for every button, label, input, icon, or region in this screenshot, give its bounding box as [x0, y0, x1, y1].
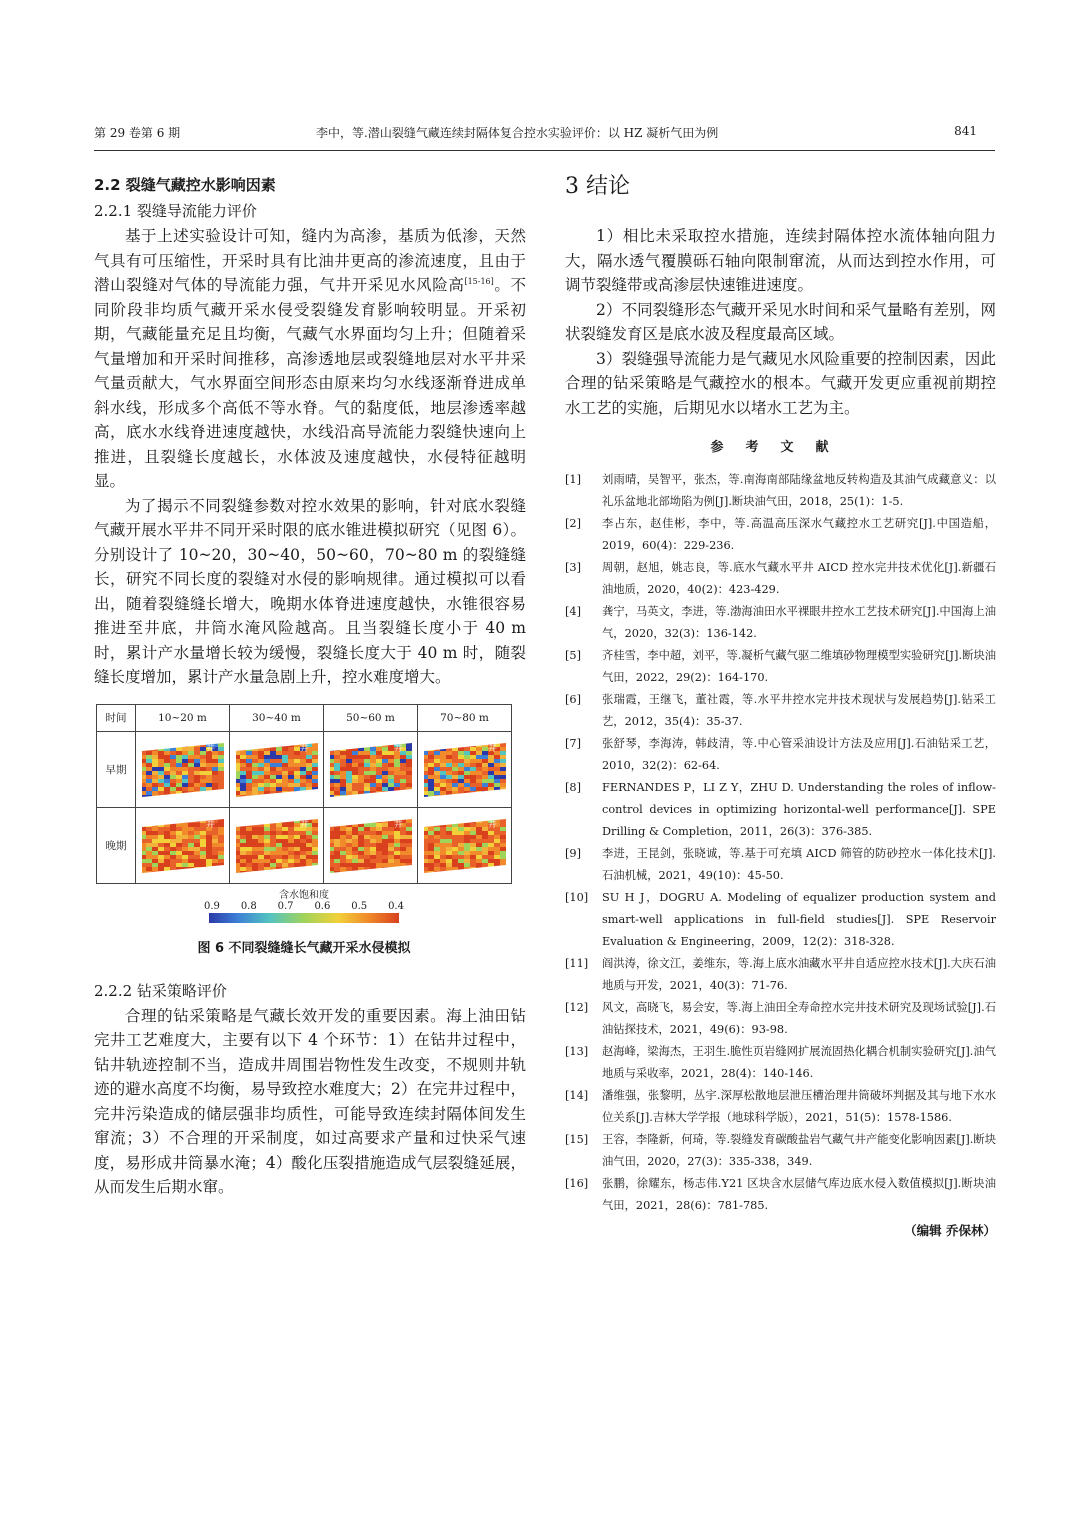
well-label: 井: [299, 744, 309, 754]
column-label: 10~20 m: [136, 704, 230, 731]
colorbar-tick: 0.6: [314, 900, 331, 912]
row-label: 晚期: [97, 807, 136, 883]
paragraph-3: 合理的钻采策略是气藏长效开发的重要因素。海上油田钻完井工艺难度大，主要有以下 4 个环节：1）在钻井过程中，钻井轨迹控制不当，造成井周围岩物性发生改变，不规则井轨迹的避水高度不均衡，易导致控水难度大；2）在完井过程中，完井污染造成的储层强非均质性，可能导致连续封隔体间发生窜流；3）不合理的开采制度，如过高要求产量和过快采气速度，易形成井筒暴水淹；4）酸化压裂措施造成气层裂缝延展，从而发生后期水窜。: [94, 1006, 526, 1196]
sim-cell: [136, 807, 230, 883]
sim-cell: [418, 731, 512, 807]
simulation-image: [328, 815, 414, 875]
simulation-image: [422, 739, 508, 799]
well-label: 井: [487, 744, 497, 754]
paragraph-1: [94, 224, 526, 494]
reference-item: [11] 阎洪涛，徐文江，姜维东，等.海上底水油藏水平井自适应控水技术[J].大庆石油地质与开发，2021，40(3)：71-76.: [565, 957, 996, 992]
subsection-heading-2-2-2: 2.2.2 钻采策略评价: [94, 981, 227, 1000]
reference-item: [16] 张鹏，徐耀东，杨志伟.Y21 区块含水层储气库边底水侵入数值模拟[J].断块油气田，2021，28(6)：781-785.: [565, 1177, 996, 1212]
column-label: 30~40 m: [230, 704, 324, 731]
colorbar-tick: 0.8: [240, 900, 257, 912]
colorbar-tick: 0.7: [277, 900, 294, 912]
journal-volume: 第 29 卷第 6 期: [94, 126, 181, 140]
colorbar-tick: 0.4: [388, 900, 404, 912]
sim-cell: [230, 731, 324, 807]
paragraph-2: 为了揭示不同裂缝参数对控水效果的影响，针对底水裂缝气藏开展水平井不同开采时限的底水锥进模拟研究（见图 6）。分别设计了 10~20，30~40，50~60，70~80 m 的裂缝缝长，研究不同长度的裂缝对水侵的影响规律。通过模拟可以看出，随着裂缝缝长增大，晚期水体脊进速度越快，水锥很容易推进至井底，井筒水淹风险越高。且当裂缝长度小于 40 m 时，累计产水量增长较为缓慢，裂缝长度大于 40 m 时，随裂缝长度增加，累计产水量急剧上升，控水难度增大。: [94, 496, 526, 686]
corner-label: 时间: [97, 704, 136, 731]
conclusion-3: 3）裂缝强导流能力是气藏见水风险重要的控制因素，因此合理的钻采策略是气藏控水的根本。气藏开发更应重视前期控水工艺的实施，后期见水以堵水工艺为主。: [565, 349, 996, 417]
paragraph-1-part-a: 基于上述实验设计可知，缝内为高渗，基质为低渗，天然气具有可压缩性，开采时具有比油井更高的渗流速度，且由于潜山裂缝对气体的导流能力强，气井开采见水风险高: [94, 227, 526, 294]
simulation-image: [140, 815, 226, 875]
column-label: 50~60 m: [324, 704, 418, 731]
reference-item: [8] FERNANDES P，LI Z Y，ZHU D. Understanding the roles of inflow-control devices in optimizing horizontal-well performance[J]. SPE Drilling & Completion，2011，26(3)：376-385.: [565, 781, 996, 838]
left-column: [94, 172, 526, 1200]
header-rule: [94, 150, 995, 151]
colorbar-title: 含水饱和度: [279, 889, 329, 901]
reference-item: [9] 李进，王昆剑，张晓诚，等.基于可充填 AICD 筛管的防砂控水一体化技术[J].石油机械，2021，49(10)：45-50.: [565, 847, 996, 882]
reference-item: [14] 潘维强，张黎明，丛宇.深厚松散地层泄压槽治理井筒破坏判据及其与地下水水位关系[J].吉林大学学报（地球科学版），2021，51(5)：1578-1586.: [565, 1089, 996, 1124]
colorbar-gradient: [209, 913, 399, 923]
right-column: [565, 172, 996, 1239]
paragraph-1-part-b: 。不同阶段非均质气藏开采水侵受裂缝发育影响较明显。开采初期，气藏能量充足且均衡，气藏气水界面均匀上升；但随着采气量增加和开采时间推移，高渗透地层或裂缝地层对水平井采气量贡献大，气水界面空间形态由原来均匀水线逐渐脊进成单斜水线，形成多个高低不等水脊。气的黏度低，地层渗透率越高，底水水线脊进速度越快，水线沿高导流能力裂缝快速向上推进，且裂缝长度越长，水体波及速度越快，水侵特征越明显。: [94, 276, 526, 490]
conclusion-1: 1）相比未采取控水措施，连续封隔体控水流体轴向阻力大，隔水透气覆膜砾石轴向限制窜流，从而达到控水作用，可调节裂缝带或高渗层快速锥进速度。: [565, 227, 996, 294]
reference-list: [565, 469, 996, 1217]
column-label: 70~80 m: [418, 704, 512, 731]
reference-item: [2] 李占东，赵佳彬，李中，等.高温高压深水气藏控水工艺研究[J].中国造船，2019，60(4)：229-236.: [565, 517, 996, 552]
colorbar-tick: 0.5: [351, 900, 368, 912]
simulation-image: [234, 815, 320, 875]
running-title: 李中，等.潜山裂缝气藏连续封隔体复合控水实验评价：以 HZ 凝析气田为例: [316, 126, 719, 140]
reference-item: [15] 王容，李隆新，何琦，等.裂缝发育碳酸盐岩气藏气井产能变化影响因素[J].断块油气田，2020，27(3)：335-338，349.: [565, 1133, 996, 1168]
reference-item: [6] 张瑞霞，王继飞，董社霞，等.水平井控水完井技术现状与发展趋势[J].钻采工艺，2012，35(4)：35-37.: [565, 693, 996, 728]
sim-cell: [230, 807, 324, 883]
page-number: 841: [954, 124, 977, 138]
reference-item: [5] 齐桂雪，李中超，刘平，等.凝析气藏气驱二维填砂物理模型实验研究[J].断块油气田，2022，29(2)：164-170.: [565, 649, 996, 684]
reference-item: [7] 张舒琴，李海涛，韩歧清，等.中心管采油设计方法及应用[J].石油钻采工艺，2010，32(2)：62-64.: [565, 737, 996, 772]
conclusion-2: 2）不同裂缝形态气藏开采见水时间和采气量略有差别，网状裂缝发育区是底水波及程度最高区域。: [565, 300, 996, 343]
well-label: 井: [205, 820, 215, 830]
colorbar-ticks: [204, 901, 404, 912]
sim-cell: [136, 731, 230, 807]
editor-note: （编辑 乔保林）: [904, 1223, 996, 1238]
running-header: [94, 124, 995, 148]
well-label: 井: [205, 744, 215, 754]
reference-item: [12] 风文，高晓飞，易会安，等.海上油田全寿命控水完井技术研究及现场试验[J].石油钻探技术，2021，49(6)：93-98.: [565, 1001, 996, 1036]
simulation-image: [140, 739, 226, 799]
simulation-image: [328, 739, 414, 799]
reference-item: [4] 龚宁，马英文，李进，等.渤海油田水平裸眼井控水工艺技术研究[J].中国海上油气，2020，32(3)：136-142.: [565, 605, 996, 640]
figure-6: [96, 704, 512, 956]
colorbar: [96, 886, 512, 923]
well-label: 井: [299, 820, 309, 830]
well-label: 井: [393, 744, 403, 754]
well-label: 井: [487, 820, 497, 830]
sim-cell: [324, 731, 418, 807]
simulation-grid: [96, 704, 512, 884]
colorbar-tick: 0.9: [204, 900, 220, 912]
reference-item: [3] 周朝，赵旭，姚志良，等.底水气藏水平井 AICD 控水完井技术优化[J].新疆石油地质，2020，40(2)：423-429.: [565, 561, 996, 596]
subsection-heading-2-2-1: 2.2.1 裂缝导流能力评价: [94, 202, 257, 220]
references-heading: 参考文献: [710, 440, 851, 455]
reference-item: [1] 刘雨晴，吴智平，张杰，等.南海南部陆缘盆地反转构造及其油气成藏意义：以礼乐盆地北部坳陷为例[J].断块油气田，2018，25(1)：1-5.: [565, 473, 996, 508]
simulation-image: [422, 815, 508, 875]
sim-cell: [418, 807, 512, 883]
simulation-image: [234, 739, 320, 799]
section-heading-3: 3 结论: [565, 174, 630, 199]
figure-caption: 图 6 不同裂缝缝长气藏开采水侵模拟: [197, 940, 411, 956]
row-label: 早期: [97, 731, 136, 807]
reference-item: [10] SU H J，DOGRU A. Modeling of equalizer production system and smart-well applications in full-field studies[J]. SPE Reservoir Evaluation & Engineering，2009，12(2)：318-328.: [565, 891, 996, 948]
well-label: 井: [393, 820, 403, 830]
reference-item: [13] 赵海峰，梁海杰，王羽生.脆性页岩缝网扩展流固热化耦合机制实验研究[J].油气地质与采收率，2021，28(4)：140-146.: [565, 1045, 996, 1080]
citation: [15-16]: [464, 276, 494, 286]
section-heading-2-2: 2.2 裂缝气藏控水影响因素: [94, 176, 276, 194]
sim-cell: [324, 807, 418, 883]
